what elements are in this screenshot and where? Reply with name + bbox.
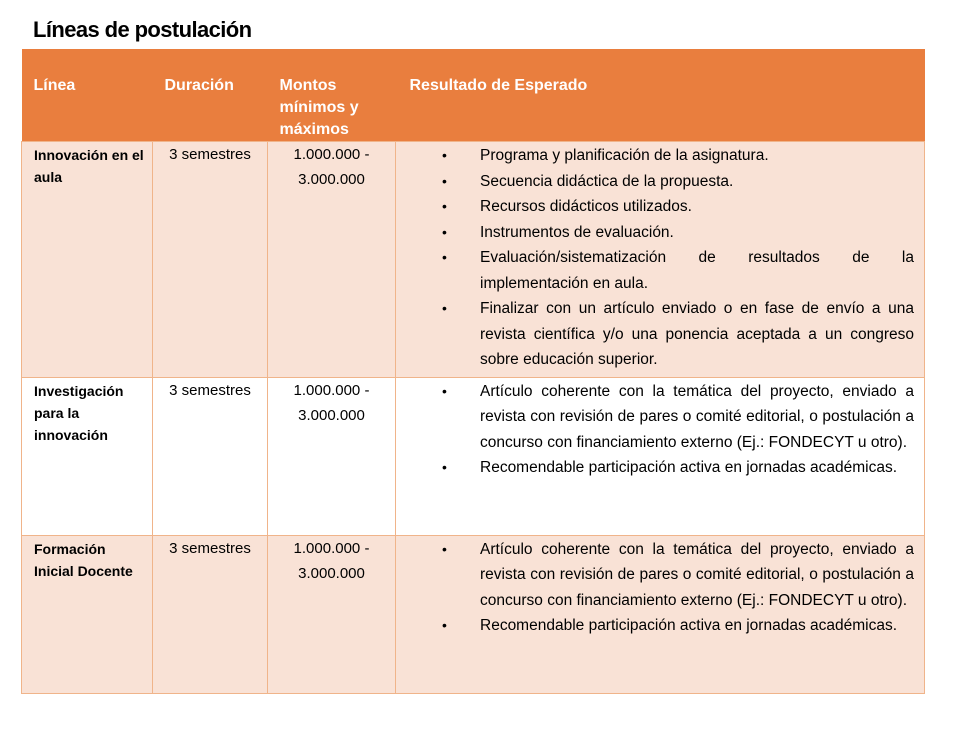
montos-cell: 1.000.000 - 3.000.000 bbox=[268, 142, 396, 378]
list-item: • Finalizar con un artículo enviado o en fase de envío a una revista científica y/o una ponencia aceptada a un congreso sobre educación superior. bbox=[396, 296, 914, 373]
application-lines-table bbox=[21, 49, 925, 694]
table-row bbox=[22, 377, 925, 535]
bullet-icon: • bbox=[442, 540, 447, 557]
duracion-cell: 3 semestres bbox=[153, 142, 268, 378]
duracion-cell: 3 semestres bbox=[153, 535, 268, 693]
outcome-list bbox=[396, 537, 914, 639]
outcome-list bbox=[396, 379, 914, 481]
linea-cell: Investigación para la innovación bbox=[22, 377, 153, 535]
list-item: • Artículo coherente con la temática del proyecto, enviado a revista con revisión de pares o comité editorial, o postulación a concurso con financiamiento externo (Ej.: FONDECYT u otro). bbox=[396, 537, 914, 614]
linea-cell: Innovación en el aula bbox=[22, 142, 153, 378]
header-duracion: Duración bbox=[153, 49, 268, 142]
list-item: • Recomendable participación activa en jornadas académicas. bbox=[396, 455, 914, 481]
bullet-icon: • bbox=[442, 617, 447, 633]
resultado-cell bbox=[396, 535, 925, 693]
linea-cell: Formación Inicial Docente bbox=[22, 535, 153, 693]
bullet-icon: • bbox=[442, 147, 447, 163]
bullet-icon: • bbox=[442, 382, 447, 399]
duracion-cell: 3 semestres bbox=[153, 377, 268, 535]
list-item: • Artículo coherente con la temática del proyecto, enviado a revista con revisión de pares o comité editorial, o postulación a concurso con financiamiento externo (Ej.: FONDECYT u otro). bbox=[396, 379, 914, 456]
table-header-row bbox=[22, 49, 925, 142]
table-row bbox=[22, 142, 925, 378]
list-item: • Recomendable participación activa en jornadas académicas. bbox=[396, 613, 914, 639]
bullet-icon: • bbox=[442, 300, 447, 316]
header-linea: Línea bbox=[22, 49, 153, 142]
bullet-icon: • bbox=[442, 459, 447, 475]
table-row bbox=[22, 535, 925, 693]
list-item: • Evaluación/sistematización de resultados de la implementación en aula. bbox=[396, 245, 914, 296]
montos-cell: 1.000.000 - 3.000.000 bbox=[268, 535, 396, 693]
montos-cell: 1.000.000 - 3.000.000 bbox=[268, 377, 396, 535]
list-item: • Instrumentos de evaluación. bbox=[396, 220, 914, 246]
resultado-cell bbox=[396, 142, 925, 378]
outcome-list bbox=[396, 143, 914, 373]
header-montos: Montos mínimos y máximos bbox=[268, 49, 396, 142]
bullet-icon: • bbox=[442, 249, 447, 265]
page-title: Líneas de postulación bbox=[33, 17, 252, 42]
bullet-icon: • bbox=[442, 198, 447, 214]
bullet-icon: • bbox=[442, 172, 447, 189]
list-item: • Secuencia didáctica de la propuesta. bbox=[396, 169, 914, 195]
list-item: • Recursos didácticos utilizados. bbox=[396, 194, 914, 220]
bullet-icon: • bbox=[442, 223, 447, 240]
resultado-cell bbox=[396, 377, 925, 535]
header-resultado: Resultado de Esperado bbox=[396, 49, 925, 142]
list-item: • Programa y planificación de la asignatura. bbox=[396, 143, 914, 169]
